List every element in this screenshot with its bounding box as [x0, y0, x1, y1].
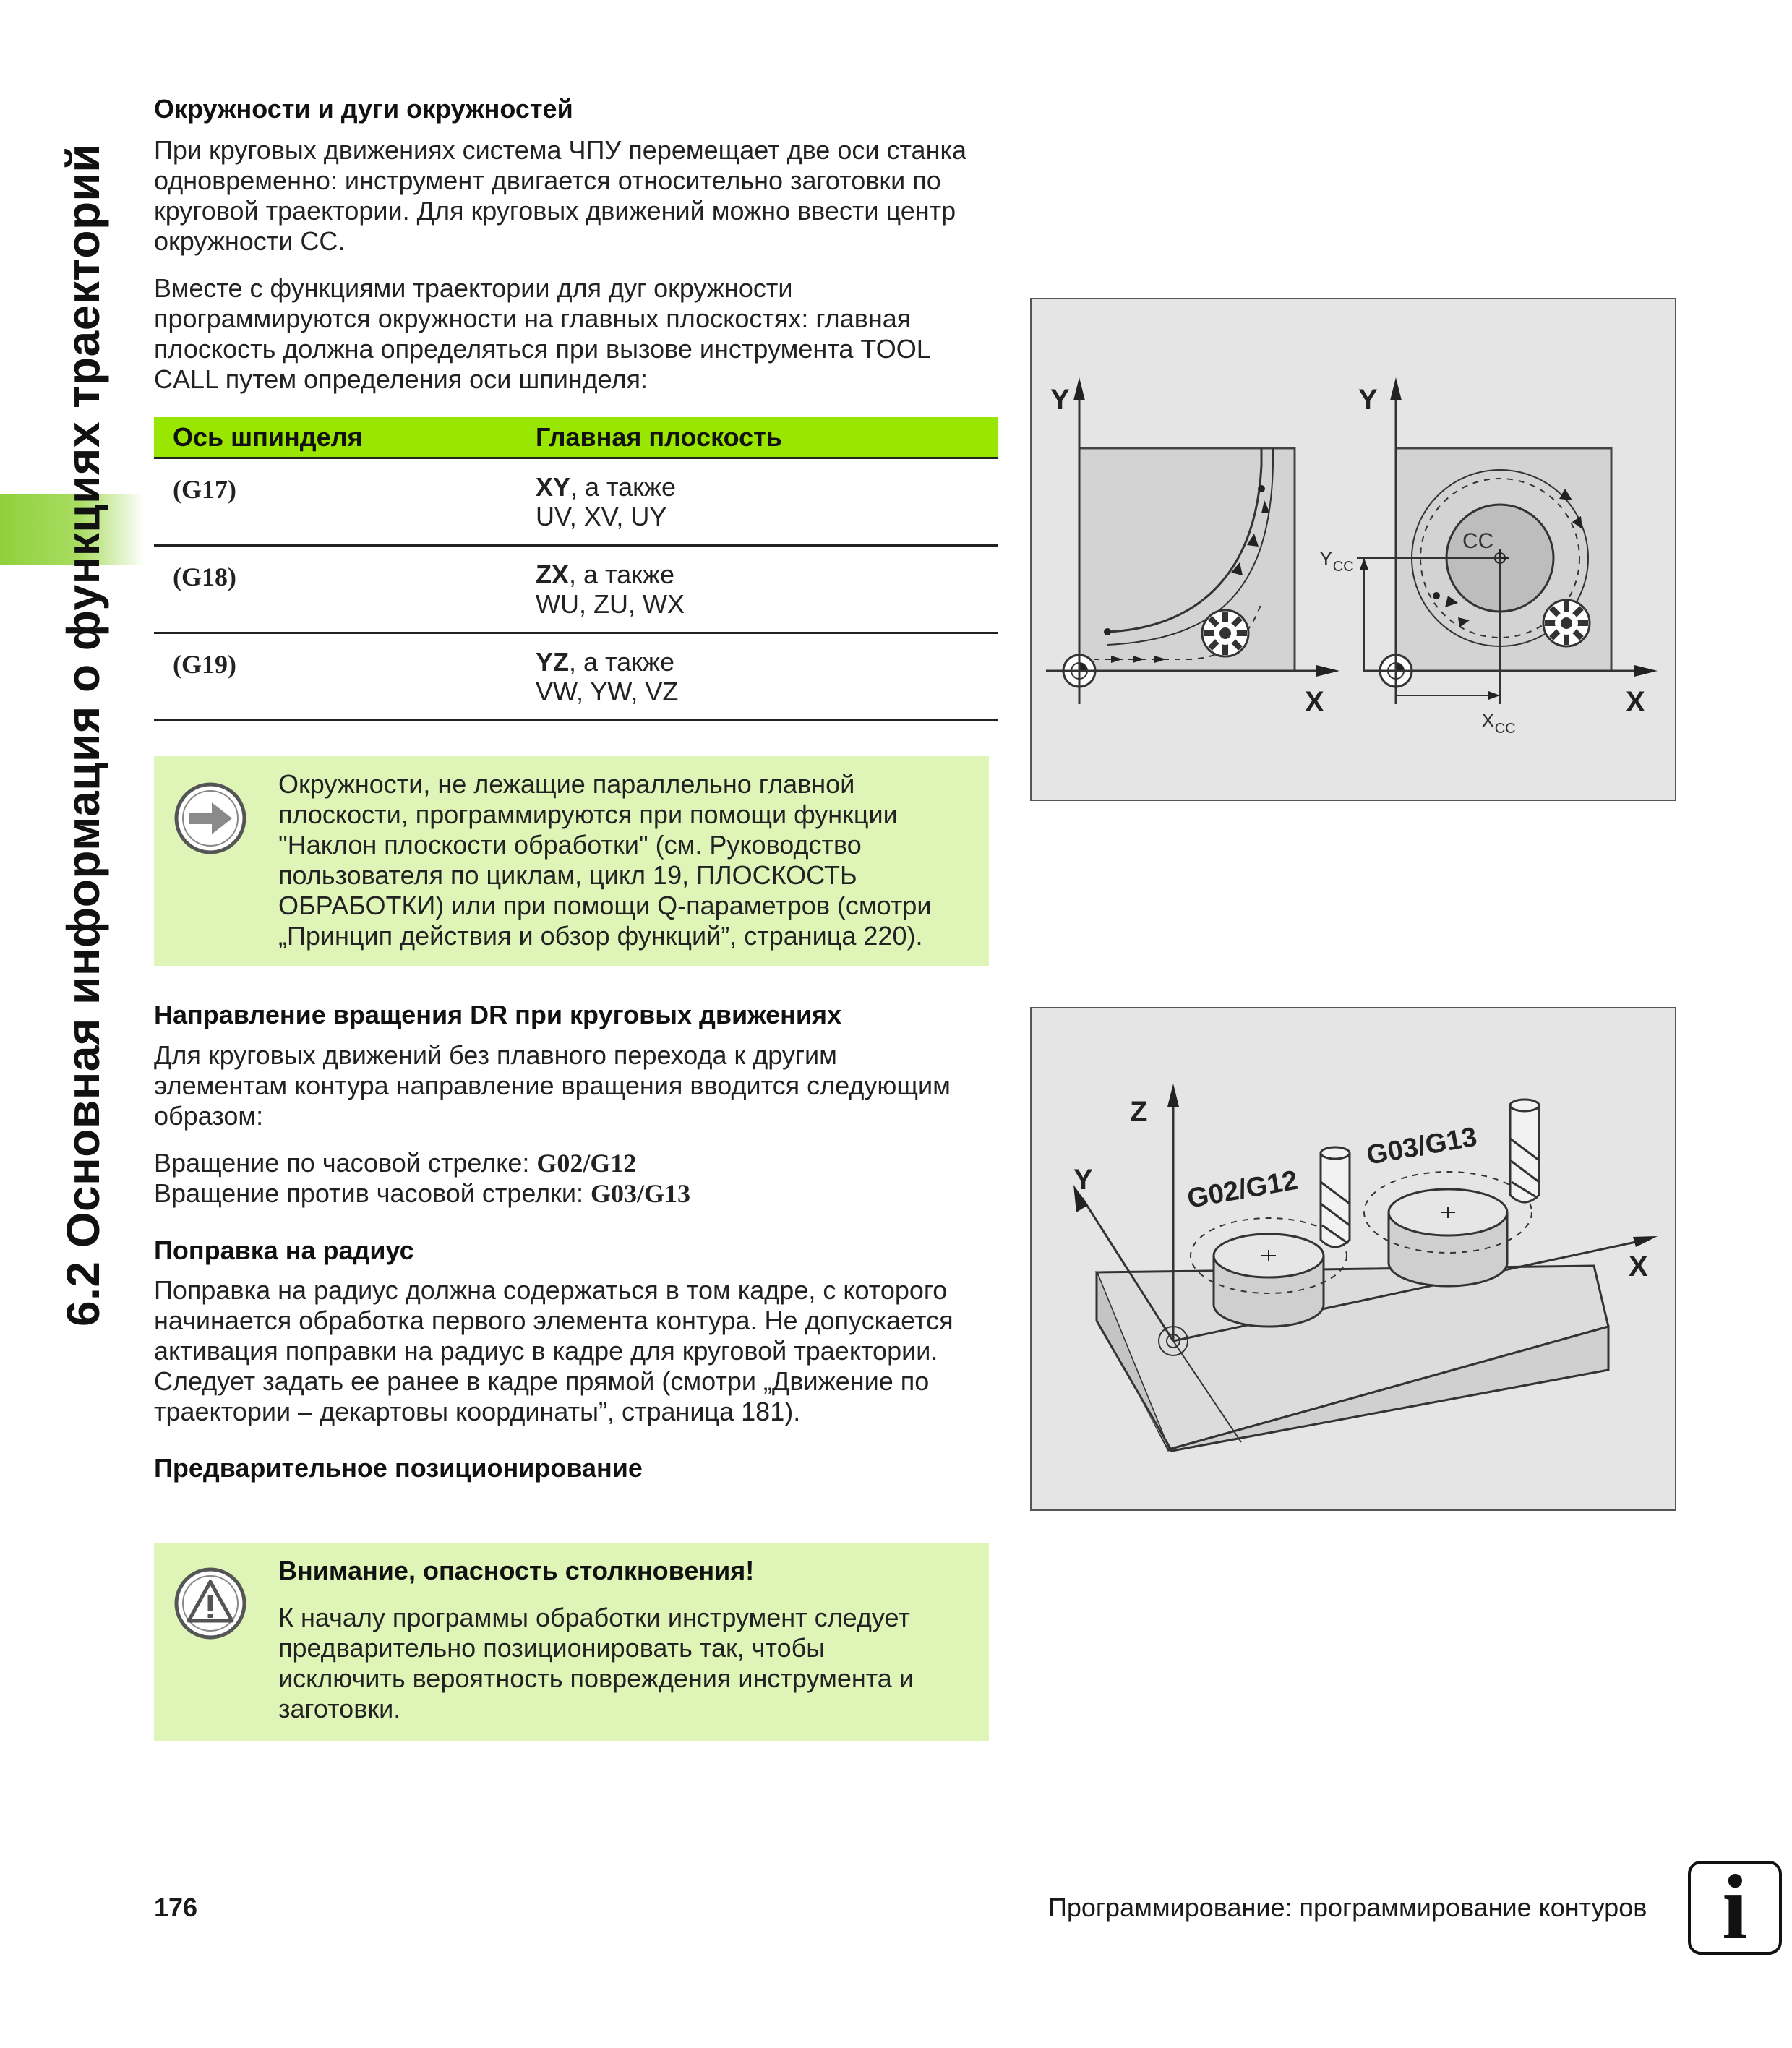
label-g02-g12: G02/G12: [1185, 1165, 1300, 1214]
dimension-label-ycc: $Y_{CC}$: [1319, 547, 1354, 575]
table-header-main-plane: Главная плоскость: [517, 417, 998, 458]
chapter-side-title: 6.2 Основная информация о функциях траекторий: [57, 143, 109, 1327]
circle-path-diagram: [1032, 299, 1675, 800]
footer-chapter-title: Программирование: программирование контуров: [1048, 1893, 1647, 1922]
arrow-right-icon: [173, 781, 248, 856]
paragraph-main-planes: Вместе с функциями траектории для дуг окружности программируются окружности на главных плоскостях: главная плоскость должна определяться при вызове инструмента TOOL CALL путем определения оси шпинделя:: [154, 273, 931, 394]
note-box-tilted-plane: [154, 756, 989, 966]
paragraph-radius-compensation: Поправка на радиус должна содержаться в том кадре, с которого начинается обработка первого элемента контура. Не допускается активация поправки на радиус в кадре для круговой траектории. Следует задать ее ранее в кадре прямой (смотри „Движение по траектории – декартовы координаты”, страница 181).: [154, 1275, 953, 1426]
axis-label-z: Z: [1130, 1096, 1148, 1128]
rotation-3d-diagram: [1032, 1008, 1675, 1509]
heading-prepositioning: Предварительное позиционирование: [154, 1453, 643, 1483]
figure-main-plane-circles: [1030, 298, 1676, 801]
table-row: (G18) ZX, а также WU, ZU, WX: [154, 546, 998, 633]
heading-radius-compensation: Поправка на радиус: [154, 1235, 414, 1265]
axis-label-x: X: [1629, 1251, 1648, 1282]
warning-title: Внимание, опасность столкновения!: [278, 1556, 755, 1585]
info-icon-glyph: i: [1722, 1856, 1748, 1958]
axis-label-y-left: Y: [1050, 384, 1070, 416]
info-icon: [1688, 1856, 1782, 1958]
paragraph-rotation-direction: Для круговых движений без плавного перехода к другим элементам контура направление вращения вводится следующим образом:: [154, 1040, 951, 1131]
dimension-label-xcc: $X_{CC}$: [1481, 709, 1516, 737]
axis-label-y: Y: [1073, 1164, 1093, 1196]
label-g03-g13: G03/G13: [1364, 1121, 1480, 1171]
table-row: (G17) XY, а также UV, XV, UY: [154, 458, 998, 546]
figure-rotation-direction: [1030, 1007, 1676, 1511]
axis-label-y-right: Y: [1358, 384, 1378, 416]
axis-label-x-right: X: [1626, 686, 1645, 718]
heading-rotation-direction: Направление вращения DR при круговых движениях: [154, 1000, 842, 1029]
page-number: 176: [154, 1893, 198, 1922]
note-text-tilted-plane: Окружности, не лежащие параллельно главной плоскости, программируются при помощи функции "Наклон плоскости обработки" (см. Руководство пользователя по циклам, цикл 19, ПЛОСКОСТЬ ОБРАБОТКИ) или при помощи Q-параметров (смотри „Принцип действия и обзор функций”, страница 220).: [278, 769, 932, 951]
warning-box-collision: [154, 1543, 989, 1741]
table-header-spindle-axis: Ось шпинделя: [154, 417, 517, 458]
table-row: (G19) YZ, а также VW, YW, VZ: [154, 633, 998, 721]
spindle-plane-table: [154, 417, 998, 721]
rotation-codes: Вращение по часовой стрелке: G02/G12 Вращение против часовой стрелки: G03/G13: [154, 1148, 691, 1208]
axis-label-x-left: X: [1305, 686, 1324, 718]
warning-text: К началу программы обработки инструмент следует предварительно позиционировать так, чтобы исключить вероятность повреждения инструмента и заготовки.: [278, 1603, 914, 1723]
warning-icon: [173, 1566, 248, 1641]
paragraph-circular-motion: При круговых движениях система ЧПУ перемещает две оси станка одновременно: инструмент двигается относительно заготовки по круговой траектории. Для круговых движений можно ввести центр окружности CC.: [154, 135, 967, 256]
center-label-cc: CC: [1462, 529, 1494, 553]
heading-circles-arcs: Окружности и дуги окружностей: [154, 94, 573, 124]
